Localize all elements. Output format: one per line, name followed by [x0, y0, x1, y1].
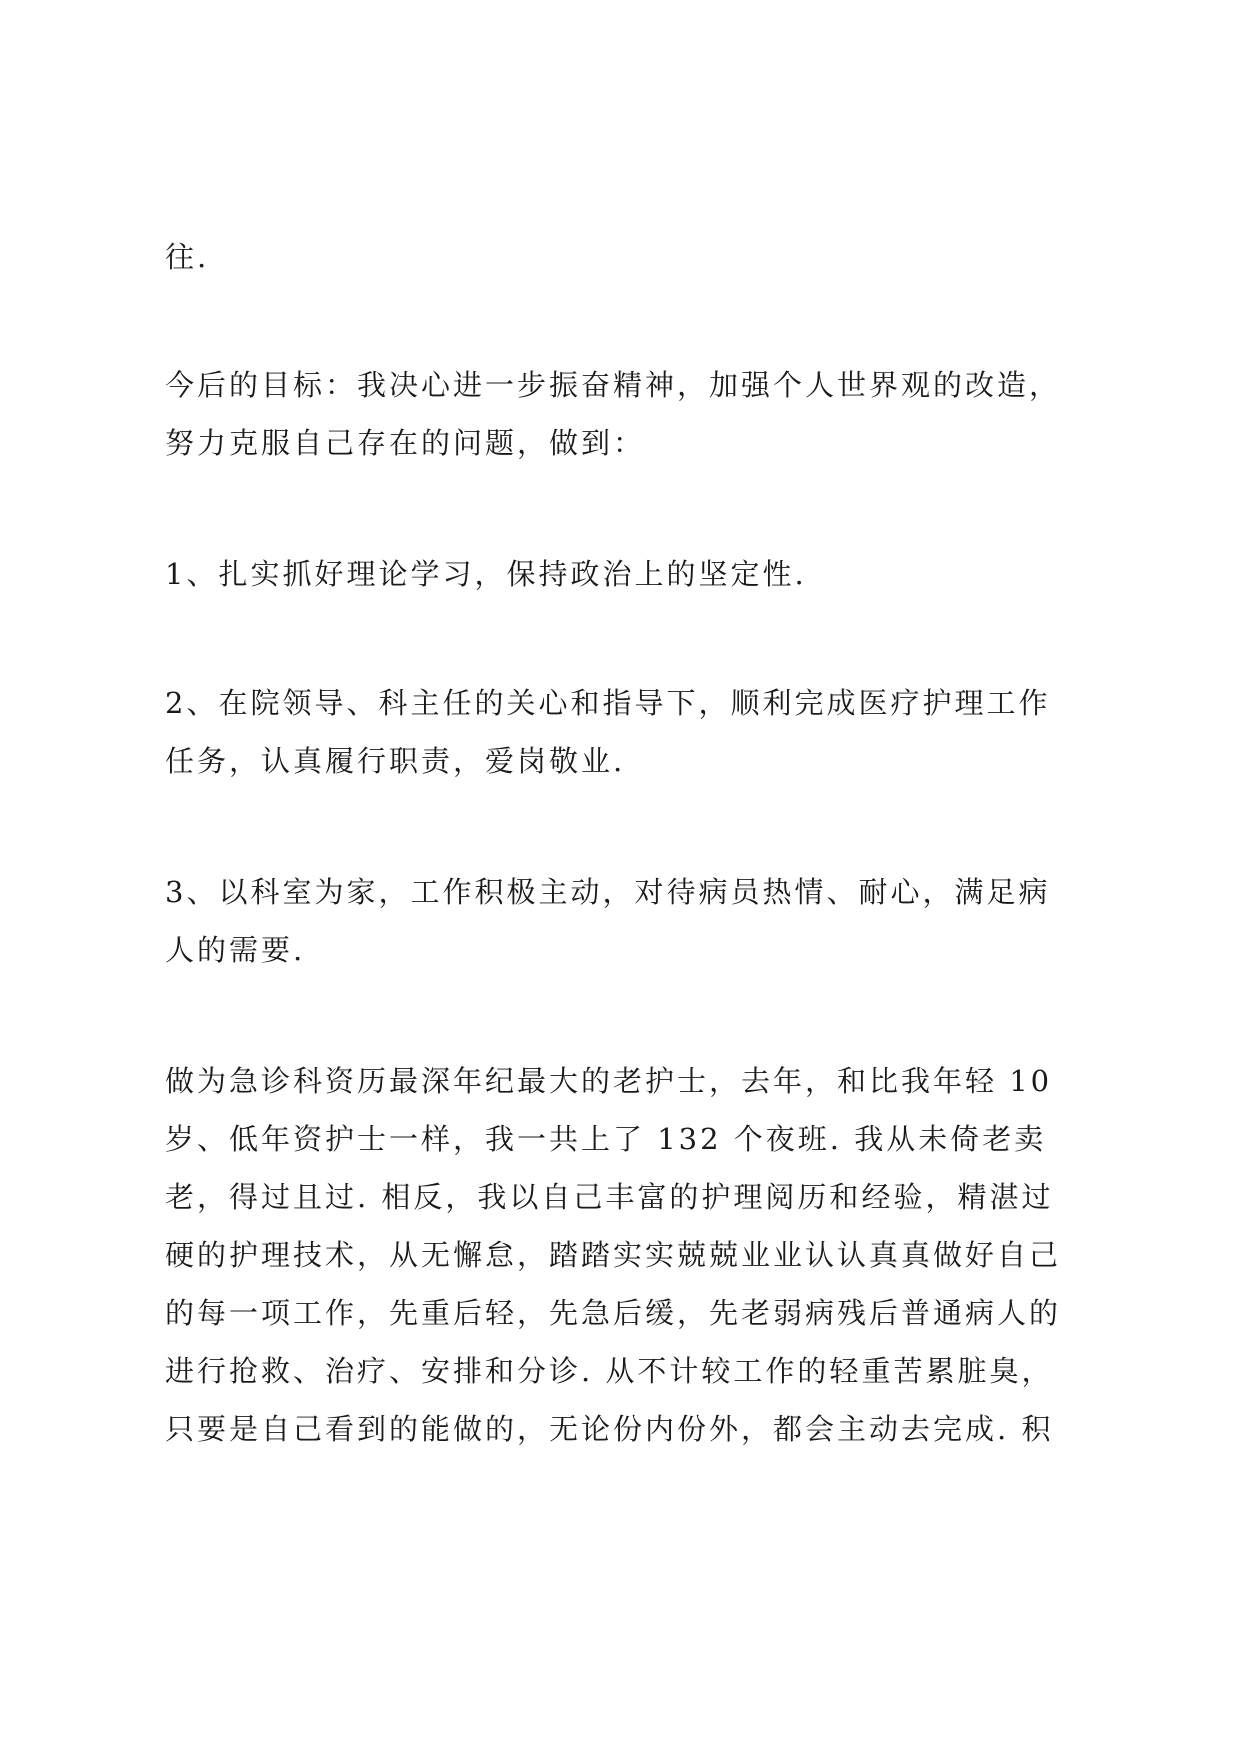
paragraph-goal-2 — [165, 674, 1050, 790]
text-line: 进行抢救、治疗、安排和分诊. 从不计较工作的轻重苦累脏臭， — [165, 1354, 1054, 1388]
text-line: 岁、低年资护士一样，我一共上了 132 个夜班. 我从未倚老卖 — [165, 1122, 1047, 1156]
text-line: 3、以科室为家，工作积极主动，对待病员热情、耐心，满足病 — [165, 875, 1051, 909]
paragraph-experience — [165, 1052, 1061, 1458]
paragraph-continuation — [165, 228, 209, 286]
paragraph-goals-intro — [165, 356, 1061, 472]
text-line: 1、扎实抓好理论学习，保持政治上的坚定性. — [165, 557, 807, 591]
text-line: 往. — [165, 240, 210, 274]
text-line: 只要是自己看到的能做的，无论份内份外，都会主动去完成. 积 — [165, 1412, 1054, 1446]
paragraph-goal-1 — [165, 545, 807, 603]
text-line: 任务，认真履行职责，爱岗敬业. — [165, 744, 626, 778]
text-line: 老，得过且过. 相反，我以自己丰富的护理阅历和经验，精湛过 — [165, 1180, 1054, 1214]
text-line: 的每一项工作，先重后轻，先急后缓，先老弱病残后普通病人的 — [165, 1296, 1062, 1330]
text-line: 硬的护理技术，从无懈怠，踏踏实实兢兢业业认认真真做好自己 — [165, 1238, 1062, 1272]
text-line: 人的需要. — [165, 933, 306, 967]
text-line: 做为急诊科资历最深年纪最大的老护士，去年，和比我年轻 10 — [165, 1064, 1053, 1098]
text-line: 今后的目标：我决心进一步振奋精神，加强个人世界观的改造， — [165, 368, 1062, 402]
text-line: 努力克服自己存在的问题，做到： — [165, 426, 646, 460]
paragraph-goal-3 — [165, 863, 1050, 979]
text-line: 2、在院领导、科主任的关心和指导下，顺利完成医疗护理工作 — [165, 686, 1051, 720]
